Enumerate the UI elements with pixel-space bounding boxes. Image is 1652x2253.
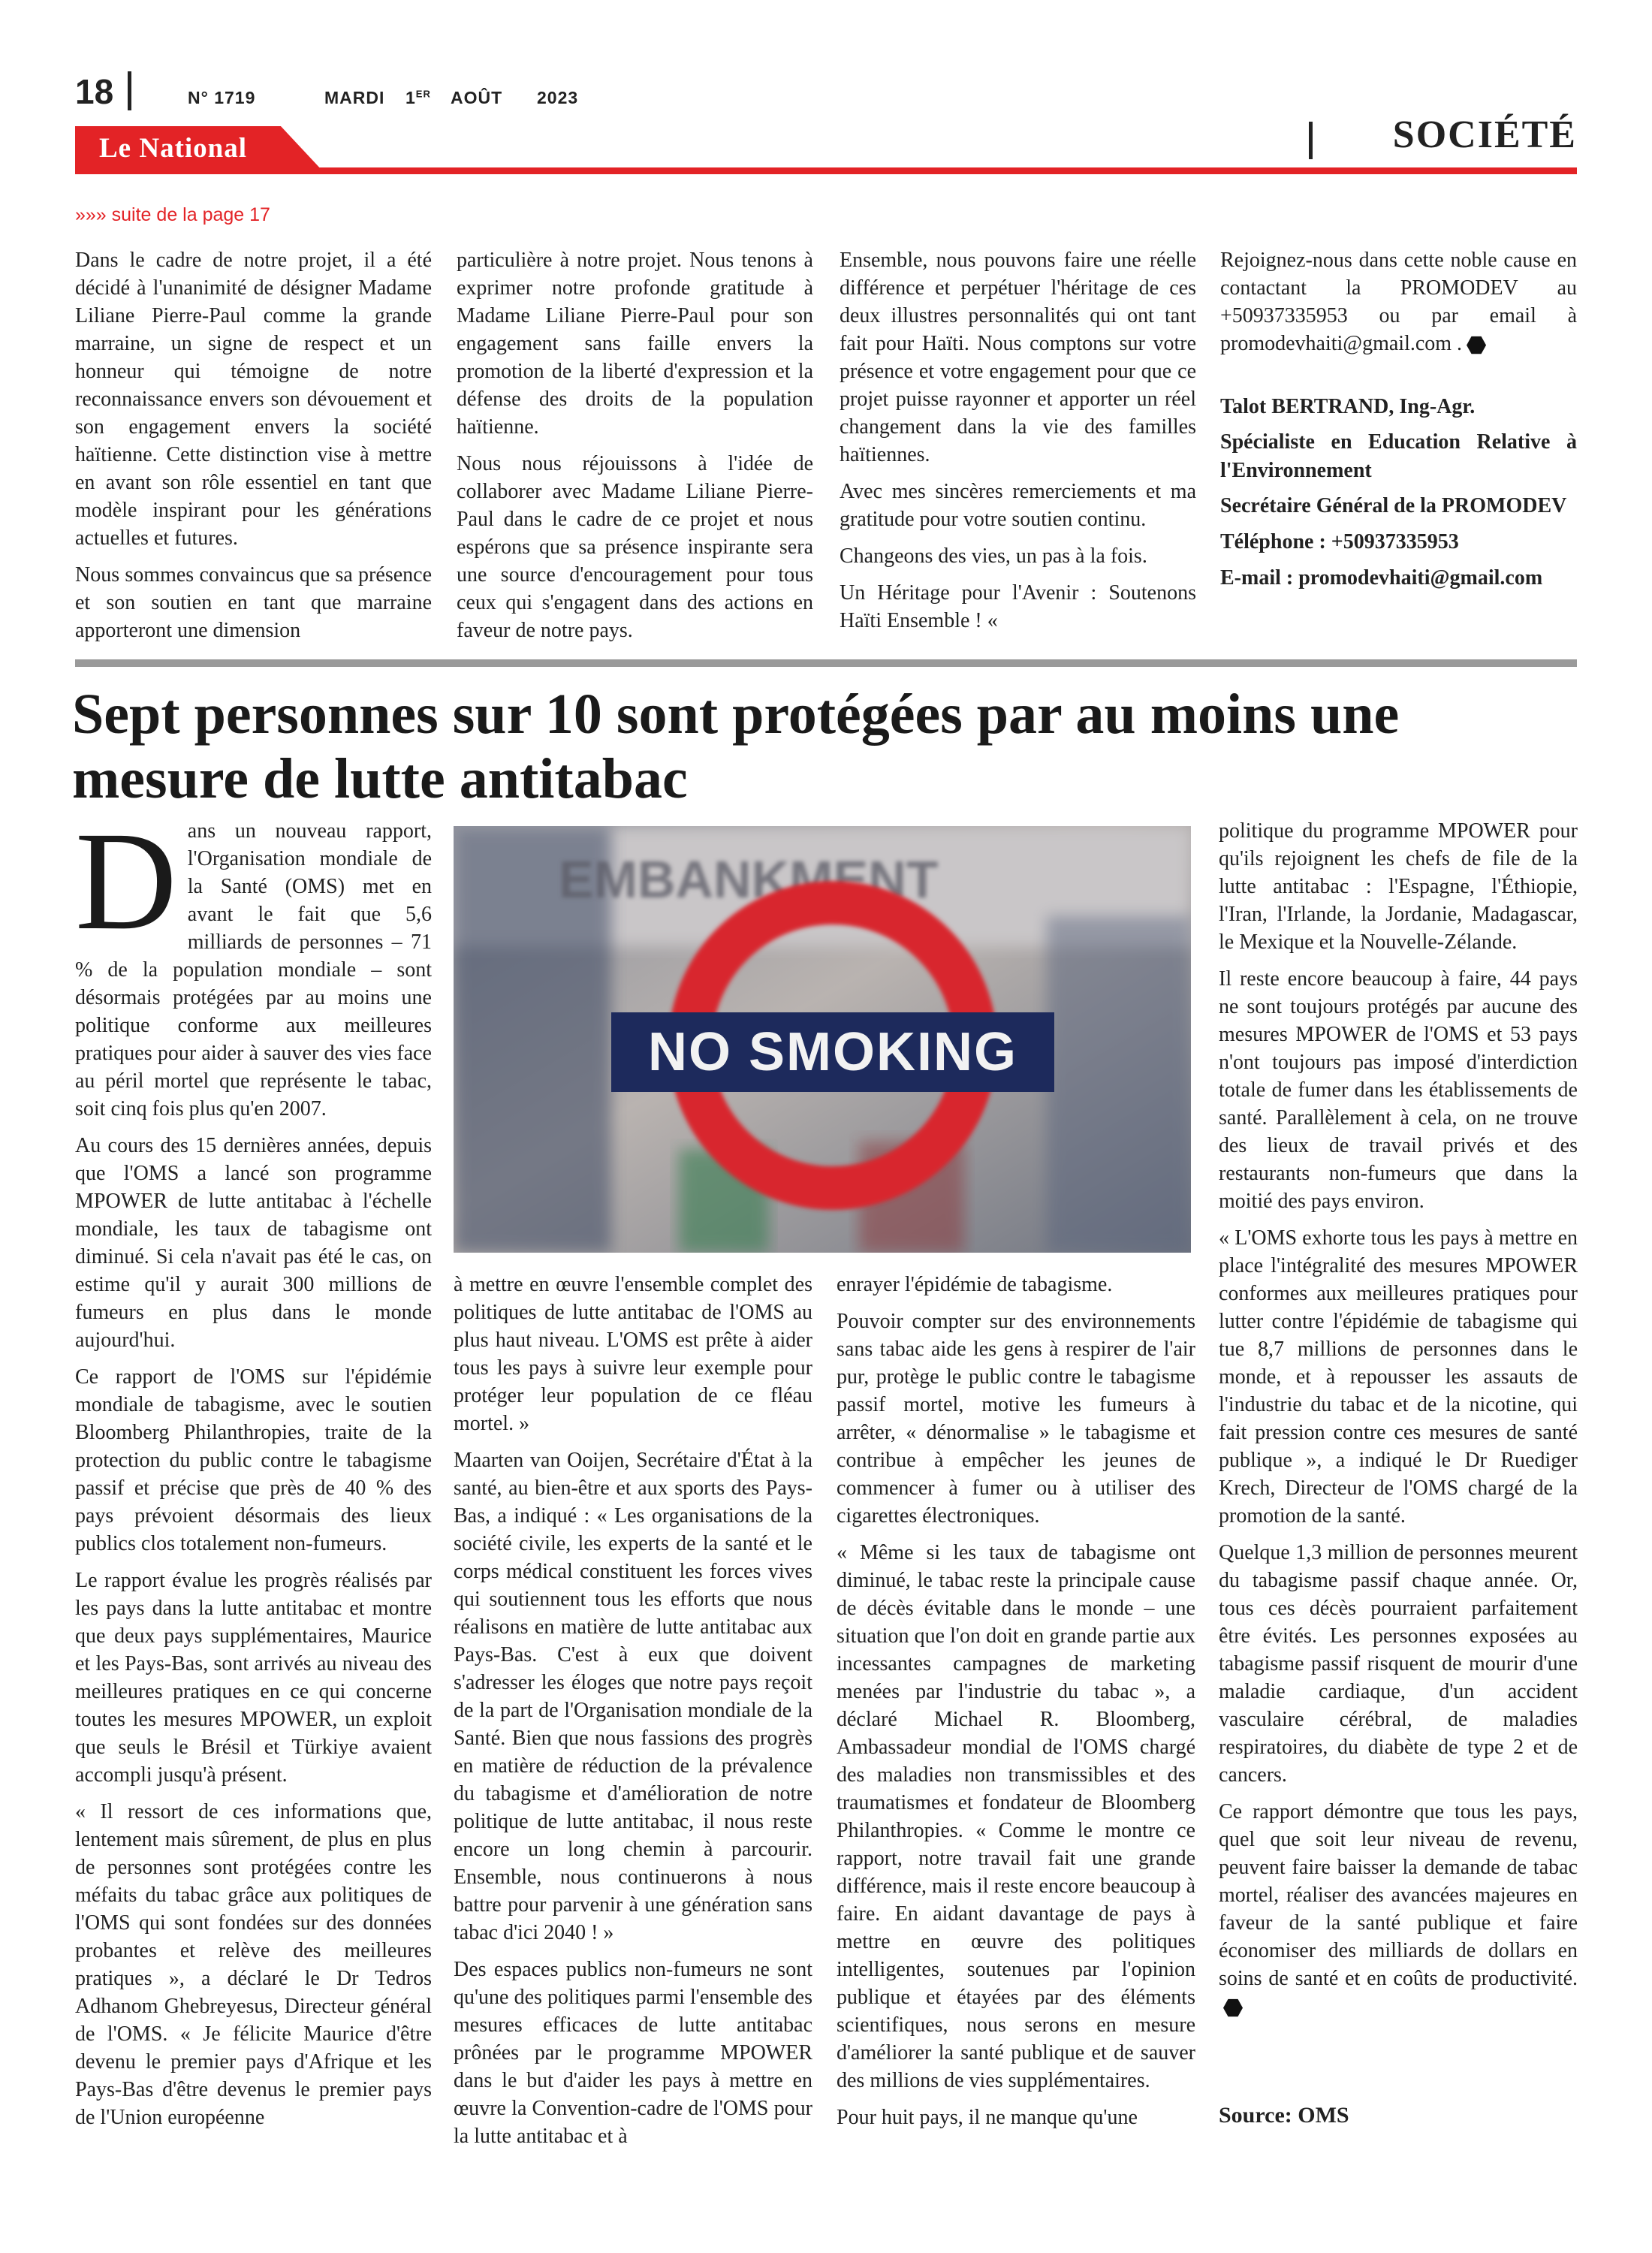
paragraph: « L'OMS exhorte tous les pays à mettre en place l'intégralité des mesures MPOWER conformes aux meilleures pratiques pour lutter contre l'épidémie de tabagisme qui tue 8,7 millions de personnes dans le monde, et à repousser les assauts de l'industrie du tabac et de la nicotine, qui fait pression contre ces mesures de santé publique », a indiqué le Dr Ruediger Krech, Directeur de l'OMS chargé de la promotion de la santé.	[1219, 1226, 1578, 1528]
date-day: MARDI	[324, 88, 385, 107]
continued-from: »»» suite de la page 17	[75, 204, 270, 225]
paragraph: Dans un nouveau rapport, l'Organisation mondiale de la Santé (OMS) met en avant le fait que 5,6 milliards de personnes – 71 % de la population mondiale – sont désormais protégées par au moins une politique conforme aux meilleures pratiques pour aider à sauver des vies face au péril mortel que représente le tabac, soit cinq fois plus qu'en 2007.	[75, 802, 432, 1120]
paragraph: Nous sommes convaincus que sa présence et son soutien en tant que marraine apporteront une dimension	[75, 563, 432, 642]
date-month: AOÛT	[451, 88, 503, 107]
paragraph: Avec mes sincères remerciements et ma gratitude pour votre soutien continu.	[840, 480, 1196, 531]
issue-number: N° 1719	[188, 88, 256, 107]
top-article-column-4	[1220, 246, 1577, 599]
paragraph: particulière à notre projet. Nous tenons à exprimer notre profonde gratitude à Madame Liliane Pierre-Paul pour son engagement sans faille envers la promotion de la liberté d'expression et la défense des droits de la population haïtienne.	[457, 249, 813, 439]
paragraph: « Il ressort de ces informations que, lentement mais sûrement, de plus en plus de personnes sont protégées contre les méfaits du tabac grâce aux politiques de l'OMS qui sont fondées sur des données probantes et relève des meilleures pratiques », a déclaré le Dr Tedros Adhanom Ghebreyesus, Directeur général de l'OMS. « Je félicite Maurice d'être devenu le premier pays d'Afrique et les Pays-Bas d'être devenus le premier pays de l'Union européenne	[75, 1800, 432, 2129]
section-title: SOCIÉTÉ	[1392, 113, 1577, 156]
paragraph: Ce rapport de l'OMS sur l'épidémie mondiale de tabagisme, avec le soutien Bloomberg Philanthropies, traite de la protection du public contre le tabagisme passif et précise que près de 40 % des pays prévoient désormais des lieux publics clos totalement non-fumeurs.	[75, 1365, 432, 1555]
end-of-article-icon	[1467, 336, 1486, 355]
signature-role: Secrétaire Général de la PROMODEV	[1220, 494, 1567, 517]
signature-phone: Téléphone : +50937335953	[1220, 530, 1459, 553]
no-smoking-sign-text: NO SMOKING	[647, 1022, 1018, 1082]
paragraph: Ce rapport démontre que tous les pays, quel que soit leur niveau de revenu, peuvent faire baisser la demande de tabac mortel, réaliser des avancées majeures en faveur de la santé publique et faire économiser des milliards de dollars en soins de santé et en coûts de productivité.	[1219, 1798, 1578, 2020]
paragraph: Changeons des vies, un pas à la fois.	[840, 544, 1147, 568]
paragraph: Rejoignez-nous dans cette noble cause en contactant la PROMODEV au +50937335953 ou par email à promodevhaiti@gmail.com .	[1220, 249, 1577, 355]
header-rule	[75, 167, 1577, 174]
article-source: Source: OMS	[1219, 2103, 1349, 2128]
no-smoking-photo	[454, 826, 1191, 1253]
brand-name: Le National	[99, 133, 248, 164]
paragraph: Pouvoir compter sur des environnements sans tabac aide les gens à respirer de l'air pur, protège le public contre le tabagisme passif mortel, motive les fumeurs à arrêter, « dénormalise » le tabagisme et contribue à empêcher les jeunes de commencer à fumer ou à utiliser des cigarettes électroniques.	[837, 1310, 1195, 1528]
main-article-column-3	[837, 1271, 1195, 2140]
paragraph: Il reste encore beaucoup à faire, 44 pays ne sont toujours protégés par aucune des mesures MPOWER de l'OMS et 53 pays n'ont toujours pas imposé d'interdiction totale de fumer dans les établissements de santé. Parallèlement à cela, on ne trouve des lieux de travail privés et des restaurants non-fumeurs que dans la moitié des pays environ.	[1219, 967, 1578, 1213]
paragraph: Dans le cadre de notre projet, il a été décidé à l'unanimité de désigner Madame Liliane Pierre-Paul comme la grande marraine, un signe de respect et un honneur qui témoigne de notre reconnaissance envers son dévouement et son engagement envers la société haïtienne. Cette distinction vise à mettre en avant son rôle essentiel en tant que modèle inspirant pour les générations actuelles et futures.	[75, 249, 432, 550]
paragraph: enrayer l'épidémie de tabagisme.	[837, 1273, 1113, 1296]
top-article-column-1	[75, 246, 432, 653]
paragraph: à mettre en œuvre l'ensemble complet des politiques de lutte antitabac de l'OMS au plus haut niveau. L'OMS est prête à aider tous les pays à suivre leur exemple pour protéger leur population de ce fléau mortel. »	[454, 1273, 812, 1435]
paragraph: Au cours des 15 dernières années, depuis que l'OMS a lancé son programme MPOWER de lutte antitabac à l'échelle mondiale, les taux de tabagisme ont diminué. Si cela n'avait pas été le cas, on estime qu'il y aurait 300 millions de fumeurs en plus dans le monde aujourd'hui.	[75, 1134, 432, 1352]
paragraph: « Même si les taux de tabagisme ont diminué, le tabac reste la principale cause de décès évitable dans le monde – une situation que l'on doit en grande partie aux incessantes campagnes de marketing menées par l'industrie du tabac », a déclaré Michael R. Bloomberg, Ambassadeur mondial de l'OMS chargé des maladies non transmissibles et des traumatismes et fondateur de Bloomberg Philanthropies. « Comme le montre ce rapport, notre travail fait une grande différence, mais il reste encore beaucoup à faire. En aidant davantage de pays à mettre en œuvre des politiques intelligentes, soutenues par l'opinion publique et étayées par des éléments scientifiques, nous serons en mesure d'améliorer la santé publique et de sauver des millions de vies supplémentaires.	[837, 1541, 1195, 2092]
end-of-article-icon	[1223, 1998, 1243, 2018]
drop-cap: D	[75, 802, 177, 959]
article-separator	[75, 659, 1577, 667]
paragraph: Le rapport évalue les progrès réalisés par les pays dans la lutte antitabac et montre que deux pays supplémentaires, Maurice et les Pays-Bas, sont arrivés au niveau des meilleures pratiques en ce qui concerne toutes les mesures MPOWER, un exploit que seuls le Brésil et Türkiye avaient accompli jusqu'à présent.	[75, 1569, 432, 1787]
paragraph: Quelque 1,3 million de personnes meurent du tabagisme passif chaque année. Or, tous ces décès pourraient parfaitement être évités. Les personnes exposées au tabagisme passif risquent de mourir d'une maladie cardiaque, d'un accident vasculaire cérébral, de maladies respiratoires, du diabète de type 2 et de cancers.	[1219, 1541, 1578, 1787]
date-year: 2023	[537, 88, 579, 107]
section-divider	[1309, 122, 1313, 159]
paragraph: Pour huit pays, il ne manque qu'une	[837, 2106, 1138, 2129]
date-number: 1ER	[405, 88, 431, 107]
paragraph: Maarten van Ooijen, Secrétaire d'État à la santé, au bien-être et aux sports des Pays-Bas, a indiqué : « Les organisations de la société civile, les experts de la santé et le corps médical constituent les forces vives qui soutiennent tous les efforts que nous réalisons en matière de lutte antitabac aux Pays-Bas. C'est à eux que doivent s'adresser les éloges que notre pays reçoit de la part de l'Organisation mondiale de la Santé. Bien que nous fassions des progrès en matière de réduction de la prévalence du tabagisme et d'amélioration de notre politique de lutte antitabac, il nous reste encore un long chemin à parcourir. Ensemble, nous continuerons à nous battre pour parvenir à une génération sans tabac d'ici 2040 ! »	[454, 1449, 812, 1944]
page-number-divider	[128, 71, 131, 110]
page-number: 18	[75, 72, 114, 111]
main-article-column-4	[1219, 817, 1578, 2128]
paragraph: politique du programme MPOWER pour qu'ils rejoignent les chefs de file de la lutte antitabac : l'Espagne, l'Éthiopie, l'Iran, l'Irlande, la Jordanie, Madagascar, le Mexique et la Nouvelle-Zélande.	[1219, 819, 1578, 954]
signature-title: Spécialiste en Education Relative à l'Environnement	[1220, 430, 1577, 482]
top-article-column-3	[840, 246, 1196, 644]
paragraph: Ensemble, nous pouvons faire une réelle différence et perpétuer l'héritage de ces deux illustres personnalités qui ont tant fait pour Haïti. Nous comptons sur votre présence et votre engagement pour que ce projet puisse rayonner et apporter un réel changement dans la vie des familles haïtiennes.	[840, 249, 1196, 466]
embankment-sign-text: EMBANKMENT	[559, 850, 939, 909]
main-article-column-1	[75, 802, 432, 2140]
paragraph: Un Héritage pour l'Avenir : Soutenons Haïti Ensemble ! «	[840, 581, 1196, 632]
signature-name: Talot BERTRAND, Ing-Agr.	[1220, 395, 1476, 418]
main-article-column-2	[454, 1271, 812, 2159]
article-headline: Sept personnes sur 10 sont protégées par au moins une mesure de lutte antitabac	[72, 683, 1400, 810]
paragraph: Des espaces publics non-fumeurs ne sont qu'une des politiques parmi l'ensemble des mesures efficaces de lutte antitabac prônées par le programme MPOWER dans le but d'aider les pays à mettre en œuvre la Convention-cadre de l'OMS pour la lutte antitabac et à	[454, 1958, 812, 2148]
signature-email: E-mail : promodevhaiti@gmail.com	[1220, 566, 1543, 590]
paragraph: Nous nous réjouissons à l'idée de collaborer avec Madame Liliane Pierre-Paul dans le cadre de ce projet et nous espérons que sa présence inspirante sera une source d'encouragement pour tous ceux qui s'engagent dans des actions en faveur de notre pays.	[457, 452, 813, 642]
top-article-column-2	[457, 246, 813, 653]
